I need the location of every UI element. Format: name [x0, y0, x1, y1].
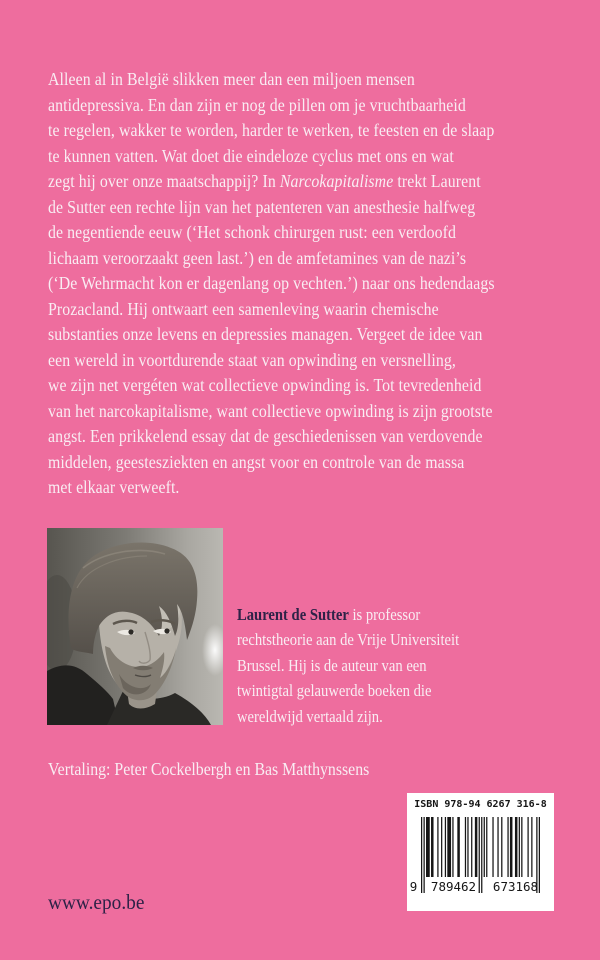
author-name: Laurent de Sutter: [237, 605, 349, 624]
blurb-line: te regelen, wakker te worden, harder te werken, te feesten en de slaap: [48, 120, 495, 140]
blurb-line: (‘De Wehrmacht kon er dagenlang op vechten.’) naar ons hedendaags: [48, 273, 495, 293]
bio-line: Brussel. Hij is de auteur van een: [237, 655, 427, 675]
barcode-digit-group: 673168: [492, 879, 539, 894]
blurb-line: te kunnen vatten. Wat doet die eindeloze cyclus met ons en wat: [48, 145, 454, 166]
blurb-line: middelen, geestesziekten en angst voor en controle van de massa: [48, 451, 465, 472]
blurb-line: de negentiende eeuw (‘Het schonk chirurgen rust: een verdoofd: [48, 222, 456, 242]
isbn-label: ISBN 978-94 6267 316-8: [414, 799, 547, 810]
book-title-italic: Narcokapitalisme: [279, 171, 394, 191]
bio-line: wereldwijd vertaald zijn.: [237, 706, 383, 726]
blurb-line: lichaam veroorzaakt geen last.’) en de amfetamines van de nazi’s: [48, 247, 467, 268]
blurb-line: antidepressiva. En dan zijn er nog de pillen om je vruchtbaarheid: [48, 94, 466, 115]
blurb-line: Prozacland. Hij ontwaart een samenleving waarin chemische: [48, 298, 439, 319]
barcode-digit-group: 789462: [430, 879, 477, 894]
translation-credit: Vertaling: Peter Cockelbergh en Bas Matthynssens: [48, 759, 370, 779]
publisher-url: www.epo.be: [48, 890, 145, 914]
barcode-digit-group: 9: [409, 879, 418, 894]
blurb-line: we zijn net vergéten wat collectieve opwinding is. Tot tevredenheid: [48, 375, 482, 395]
bio-line: twintigtal gelauwerde boeken die: [237, 681, 432, 701]
bio-line: [237, 602, 459, 627]
blurb-line: van het narcokapitalisme, want collectieve opwinding is zijn grootste: [48, 400, 493, 421]
blurb-line: de Sutter een rechte lijn van het patenteren van anesthesie halfweg: [48, 196, 476, 217]
author-bio: [237, 602, 459, 729]
blurb-line: Alleen al in België slikken meer dan een miljoen mensen: [48, 69, 415, 89]
blurb-paragraph: [48, 67, 495, 501]
blurb-line: met elkaar verweeft.: [48, 477, 180, 497]
author-photo: [47, 528, 223, 725]
isbn-barcode: [407, 793, 554, 911]
blurb-text: zegt hij over onze maatschappij? In: [48, 171, 280, 191]
blurb-text: trekt Laurent: [393, 171, 481, 191]
bio-text: is professor: [348, 605, 421, 624]
blurb-line: substanties onze levens en depressies managen. Vergeet de idee van: [48, 324, 483, 344]
blurb-line: een wereld in voortdurende staat van opwinding en versnelling,: [48, 349, 456, 370]
blurb-line: angst. Een prikkelend essay dat de geschiedenissen van verdovende: [48, 426, 483, 446]
blurb-line: [48, 169, 495, 195]
bio-line: rechtstheorie aan de Vrije Universiteit: [237, 630, 460, 650]
